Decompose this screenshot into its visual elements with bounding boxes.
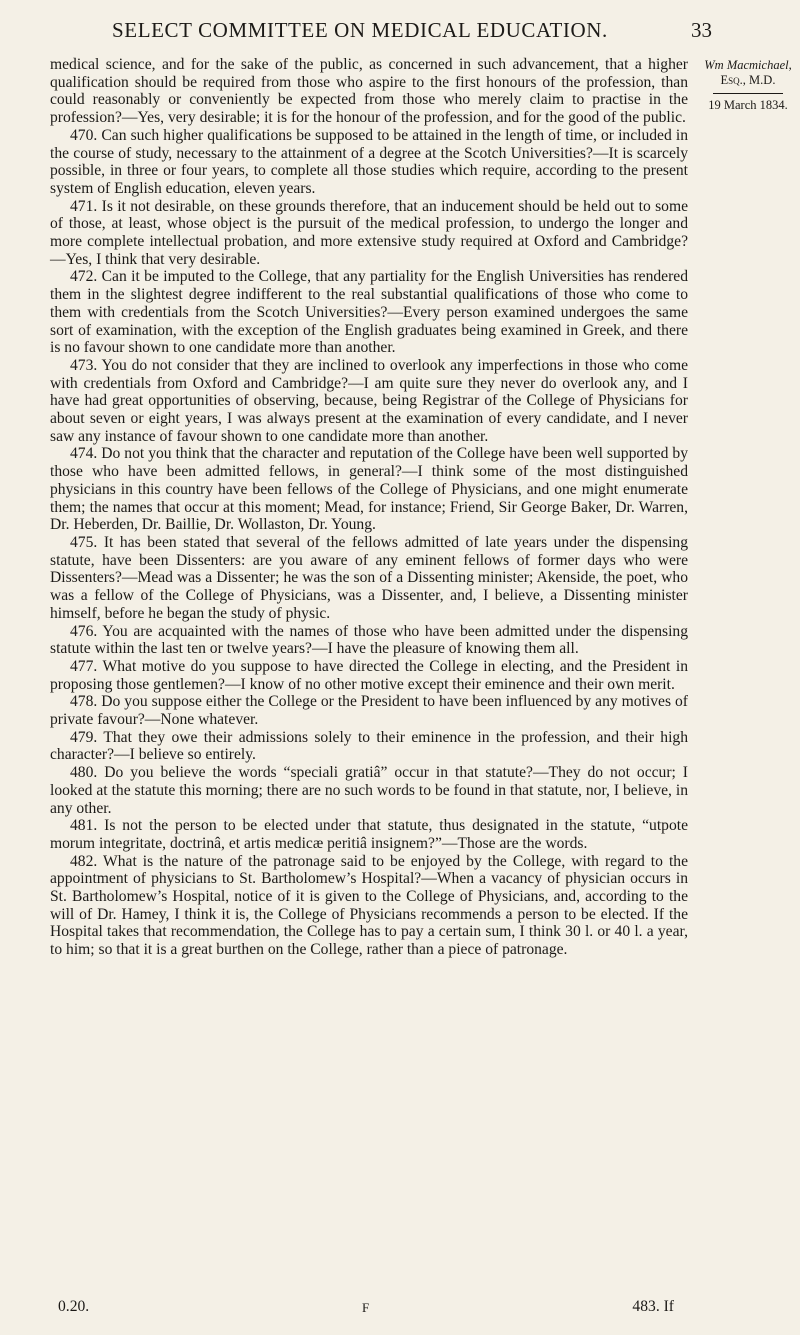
- catchword: 483. If: [632, 1298, 674, 1315]
- question-479: 479. That they owe their admissions solely to their eminence in the profession, and their high character?—I believe so entirely.: [50, 728, 688, 764]
- question-472: 472. Can it be imputed to the College, that any partiality for the English Universities has rendered them in the slightest degree indifferent to the real substantial qualifications of those who come to them with credentials from the Scotch Universities?—Every person examined undergoes the same sort of examination, with the exception of the English graduates being examined in Greek, and there is no favour shown to one candidate more than another.: [50, 268, 688, 357]
- question-474: 474. Do not you think that the character and reputation of the College have been well supported by those who have been admitted fellows, in general?—I think some of the most distinguished physicians in this country have been fellows of the College of Physicians, and one might enumerate them; the names that occur at this moment; Mead, for instance; Friend, Sir George Baker, Dr. Warren, Dr. Heberden, Dr. Baillie, Dr. Wollaston, Dr. Young.: [50, 445, 688, 534]
- page-header: [112, 12, 712, 46]
- question-475: 475. It has been stated that several of the fellows admitted of late years under the dispensing statute, have been Dissenters: are you aware of any eminent fellows of former days who were Dissenters?—Mead was a Dissenter; he was the son of a Dissenting minister; Akenside, the poet, who was a fellow of the College of Physicians, was a Dissenter, and, I believe, a Dissenting minister himself, before he began the study of physic.: [50, 533, 688, 622]
- witness-credentials: Esq., M.D.: [720, 73, 776, 87]
- testimony-date: 19 March 1834.: [708, 98, 788, 112]
- page-footer: [50, 1298, 688, 1322]
- question-480: 480. Do you believe the words “speciali gratiâ” occur in that statute?—They do not occur; I looked at the statute this morning; there are no such words to be found in that statute, nor, I believe, in any other.: [50, 764, 688, 817]
- page-number: 33: [691, 18, 712, 42]
- question-470: 470. Can such higher qualifications be supposed to be attained in the length of time, or included in the course of study, necessary to the attainment of a degree at the Scotch Universities?—It is scarcely possible, in three or four years, to complete all those studies which require, according to the present system of English education, eleven years.: [50, 126, 688, 197]
- main-text: [50, 56, 688, 959]
- signature-mark: F: [362, 1300, 370, 1315]
- question-477: 477. What motive do you suppose to have directed the College in electing, and the President in proposing those gentlemen?—I know of no other motive except their eminence and their own merit.: [50, 657, 688, 693]
- question-476: 476. You are acquainted with the names of those who have been admitted under the dispensing statute within the last ten or twelve years?—I have the pleasure of knowing them all.: [50, 622, 688, 658]
- paragraph-continued: medical science, and for the sake of the public, as concerned in such advancement, that a higher qualification should be required from those who aspire to the first honours of the profession, than could reasonably or conveniently be expected from those who merely claim to practise in the profession?—Yes, very desirable; it is for the honour of the profession, and for the good of the public.: [50, 56, 688, 127]
- running-title: SELECT COMMITTEE ON MEDICAL EDUCATION.: [112, 18, 608, 42]
- witness-name: Wm Macmichael,: [704, 58, 792, 72]
- question-481: 481. Is not the person to be elected under that statute, thus designated in the statute, “utpote morum integritate, doctrinâ, et artis medicæ peritiâ insignem?”—Those are the words.: [50, 817, 688, 852]
- document-ref: 0.20.: [58, 1298, 90, 1315]
- question-478: 478. Do you suppose either the College or the President to have been influenced by any motives of private favour?—None whatever.: [50, 693, 688, 729]
- question-482: 482. What is the nature of the patronage said to be enjoyed by the College, with regard to the appointment of physicians to St. Bartholomew’s Hospital?—When a vacancy of physician occurs in St. Bartholomew’s Hospital, notice of it is given to the College of Physicians, and, according to the will of Dr. Hamey, I think it is, the College of Physicians recommends a person to be elected. If the Hospital takes that recommendation, the College has to pay a certain sum, I think 30 l. or 40 l. a year, to him; so that it is a great burthen on the College, rather than a piece of patronage.: [50, 852, 688, 959]
- margin-note: [698, 58, 798, 113]
- question-471: 471. Is it not desirable, on these grounds therefore, that an inducement should be held out to some of those, at least, whose object is the pursuit of the medical profession, to undergo the longer and more complete intellectual probation, and more extensive study required at Oxford and Cambridge?—Yes, I think that very desirable.: [50, 197, 688, 268]
- question-473: 473. You do not consider that they are inclined to overlook any imperfections in those who come with credentials from Oxford and Cambridge?—I am quite sure they never do overlook any, and I have had great opportunities of observing, because, being Registrar of the College of Physicians for about seven or eight years, I was always present at the examination of every candidate, and I never saw any instance of favour shown to one candidate more than another.: [50, 356, 688, 445]
- margin-rule: [713, 93, 783, 94]
